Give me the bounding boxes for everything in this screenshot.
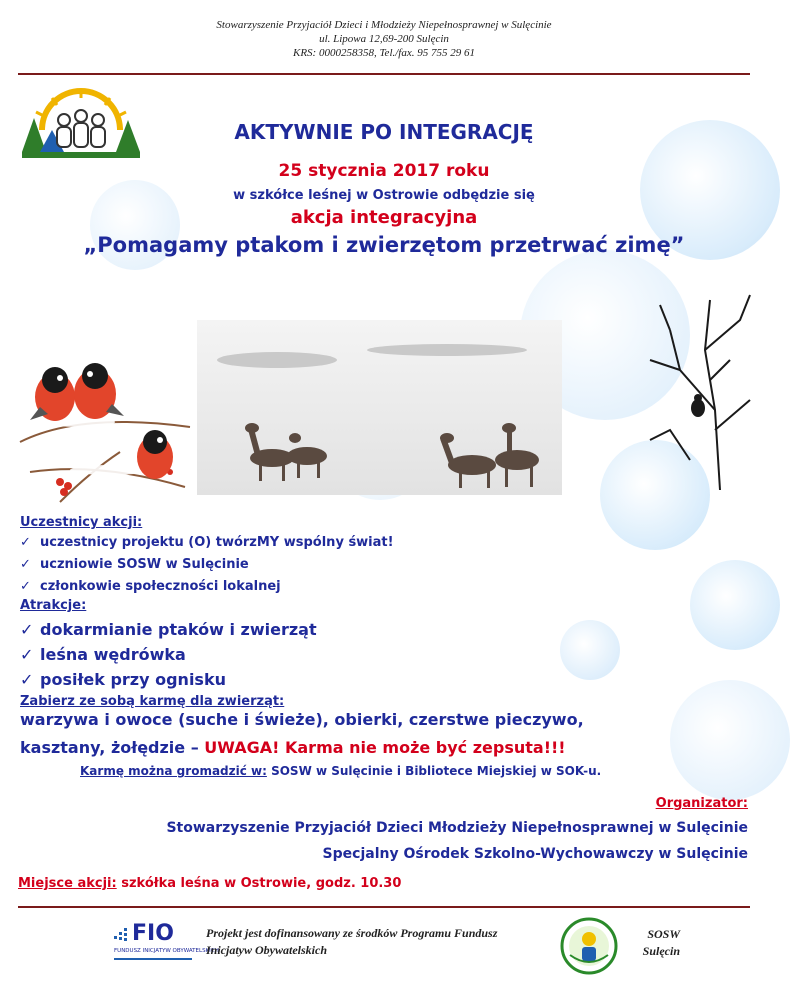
participant-item: ✓ uczestnicy projektu (O) twórzMY wspólny świat!	[20, 535, 394, 550]
bubble-decoration	[690, 560, 780, 650]
place-value: szkółka leśna w Ostrowie, godz. 10.30	[116, 876, 402, 891]
participant-item: ✓ członkowie społeczności lokalnej	[20, 579, 281, 594]
sosw-name: SOSW Sulęcin	[642, 927, 680, 958]
check-icon: ✓	[20, 670, 34, 689]
snowy-tree-photo	[610, 290, 760, 490]
winter-deer-photo	[197, 320, 562, 495]
collection-label: Karmę można gromadzić w:	[80, 764, 267, 778]
header-divider	[18, 73, 750, 75]
event-place	[18, 876, 401, 891]
bubble-decoration	[560, 620, 620, 680]
bring-label: Zabierz ze sobą karmę dla zwierząt:	[20, 694, 285, 709]
svg-text:FUNDUSZ INICJATYW OBYWATELSKIC: FUNDUSZ INICJATYW OBYWATELSKICH	[114, 948, 219, 954]
food-list-line2: kasztany, żołędzie – UWAGA! Karma nie może być zepsuta!!!	[20, 738, 566, 757]
attraction-item: ✓ posiłek przy ognisku	[20, 670, 226, 689]
footer-divider	[18, 906, 750, 908]
food-list-line1: warzywa i owoce (suche i świeże), obierki, czerstwe pieczywo,	[20, 710, 584, 729]
check-icon: ✓	[20, 645, 34, 664]
svg-text:FIO: FIO	[132, 921, 174, 946]
organizer-label: Organizator:	[655, 796, 748, 811]
sosw-logo	[560, 917, 618, 975]
association-name: Stowarzyszenie Przyjaciół Dzieci i Młodzieży Niepełnosprawnej w Sulęcinie	[216, 19, 552, 31]
warning-text: Karma nie może być zepsuta!!!	[279, 738, 566, 757]
attraction-item: ✓ dokarmianie ptaków i zwierząt	[20, 620, 317, 639]
event-name: „Pomagamy ptakom i zwierzętom przetrwać zimę”	[83, 233, 685, 257]
bullfinch-illustration	[20, 352, 190, 507]
check-icon: ✓	[20, 557, 31, 572]
association-contact: KRS: 0000258358, Tel./fax. 95 755 29 61	[292, 47, 475, 59]
participant-item: ✓ uczniowie SOSW w Sulęcinie	[20, 557, 249, 572]
event-kind: akcja integracyjna	[290, 207, 478, 228]
warning-label: UWAGA!	[204, 738, 280, 757]
bubble-decoration	[670, 680, 790, 800]
check-icon: ✓	[20, 579, 31, 594]
fio-logo	[112, 918, 219, 970]
place-label: Miejsce akcji:	[18, 876, 117, 891]
association-address: ul. Lipowa 12,69-200 Sulęcin	[319, 33, 449, 45]
attractions-label: Atrakcje:	[20, 598, 87, 613]
organizer-name-1: Stowarzyszenie Przyjaciół Dzieci Młodzieży Niepełnosprawnej w Sulęcinie	[166, 820, 748, 836]
event-slogan: AKTYWNIE PO INTEGRACJĘ	[234, 120, 534, 144]
event-date: 25 stycznia 2017 roku	[278, 161, 490, 181]
funding-note: Projekt jest dofinansowany ze środków Programu Fundusz Inicjatyw Obywatelskich	[206, 926, 498, 957]
attraction-item: ✓ leśna wędrówka	[20, 645, 186, 664]
participants-label: Uczestnicy akcji:	[20, 515, 143, 530]
collection-points: Karmę można gromadzić w: SOSW w Sulęcinie i Bibliotece Miejskiej w SOK-u.	[80, 764, 602, 778]
association-header	[0, 18, 768, 60]
check-icon: ✓	[20, 535, 31, 550]
organizer-name-2: Specjalny Ośrodek Szkolno-Wychowawczy w Sulęcinie	[322, 846, 748, 862]
event-location-intro: w szkółce leśnej w Ostrowie odbędzie się	[233, 188, 535, 203]
check-icon: ✓	[20, 620, 34, 639]
